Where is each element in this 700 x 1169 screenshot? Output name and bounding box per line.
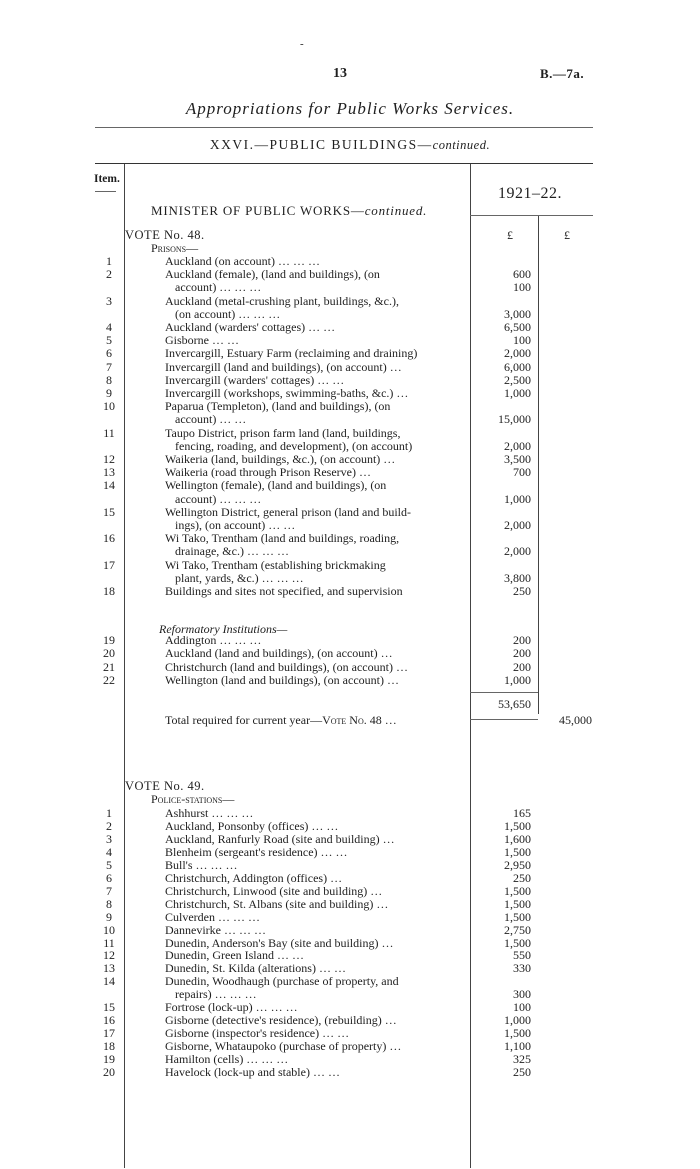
item-number: 20 [103,646,115,661]
item-amount: 2,500 [504,372,531,387]
vote-48-line-row [0,506,700,519]
item-description: Blenheim (sergeant's residence) … … [165,844,348,859]
total-label-text: Total required for current year— [165,713,323,727]
item-number: 19 [103,633,115,647]
vote-48-line-row [0,519,700,532]
item-number: 5 [106,333,112,348]
item-description: Hamilton (cells) … … … [165,1052,289,1067]
item-description: Auckland (warders' cottages) … … [165,320,336,334]
item-description: Wi Tako, Trentham (land and buildings, roading, [165,531,400,546]
vote-48-line-row [0,308,700,321]
item-description: plant, yards, &c.) … … … [175,570,304,585]
item-description: (on account) … … … [175,306,281,321]
item-description: Dunedin, Green Island … … [165,948,304,963]
item-number: 3 [106,293,112,308]
vote-48-line-row [0,559,700,572]
section-title: XXVI.—PUBLIC BUILDINGS— [209,137,433,152]
item-description: Dannevirke … … … [165,922,266,937]
item-amount: 3,000 [504,306,531,321]
item-amount: 550 [513,948,531,963]
item-number: 22 [103,672,115,687]
item-description: Fortrose (lock-up) … … … [165,1000,298,1015]
item-amount: 6,500 [504,320,531,334]
item-number: 17 [103,557,115,572]
item-amount: 700 [513,465,531,480]
item-description: repairs) … … … [175,987,257,1002]
item-amount: 1,600 [504,831,531,846]
item-header-underline [95,191,116,192]
item-number: 4 [106,844,112,859]
vote-48-line-row [0,493,700,506]
item-amount: 1,500 [504,818,531,833]
item-number: 15 [103,1000,115,1015]
vote-48-line-row [0,295,700,308]
vote-48-line-row [0,361,700,374]
vote-49-line-row [0,833,700,846]
vote-49-line-row [0,1066,700,1079]
item-description: Dunedin, St. Kilda (alterations) … … [165,961,346,976]
item-description: Bull's … … … [165,857,238,872]
item-description: Waikeria (land, buildings, &c.), (on account) … [165,452,396,466]
item-number: 8 [106,896,112,911]
vote-48-line-row [0,440,700,453]
year-column-header: 1921–22. [498,185,562,202]
item-description: Wellington (female), (land and buildings), (on [165,478,387,493]
vote-48-total-rule [470,719,538,720]
item-description: Auckland, Ponsonby (offices) … … [165,818,339,833]
vote-48-reformatory-line-row [0,661,700,674]
item-amount: 1,500 [504,883,531,898]
item-number: 2 [106,818,112,833]
item-number: 6 [106,870,112,885]
vote-49-line-row [0,820,700,833]
vote-48-title: VOTE No. 48. [125,228,205,242]
item-amount: 2,000 [504,544,531,559]
vote-48-subtotal: 53,650 [498,697,531,711]
item-description: Christchurch, St. Albans (site and building) … [165,896,389,911]
item-number: 9 [106,909,112,924]
item-number: 14 [103,974,115,989]
item-amount: 1,000 [504,1013,531,1028]
item-number: 1 [106,806,112,820]
item-description: Gisborne (detective's residence), (rebuilding) … [165,1013,397,1028]
item-number: 13 [103,961,115,976]
item-number: 5 [106,857,112,872]
top-mark: - [300,38,304,50]
vote-48-currency-total: £ [564,228,570,242]
item-number: 1 [106,254,112,268]
vote-48-line-row [0,347,700,360]
item-amount: 250 [513,584,531,598]
vote-48-line-row [0,585,700,598]
item-amount: 15,000 [498,412,531,427]
vote-48-currency-amount: £ [507,228,513,242]
item-amount: 300 [513,987,531,1002]
item-number: 12 [103,452,115,466]
item-number: 7 [106,883,112,898]
vote-49-line-row [0,872,700,885]
item-amount: 2,950 [504,857,531,872]
vote-48-line-row [0,413,700,426]
item-amount: 200 [513,633,531,647]
item-description: Addington … … … [165,633,262,647]
page-title: Appropriations for Public Works Services. [185,99,515,118]
vote-48-line-row [0,255,700,268]
item-number: 6 [106,346,112,361]
item-number: 20 [103,1065,115,1079]
vote-48-total: 45,000 [559,713,592,727]
item-description: account) … … [175,412,247,427]
item-description: Paparua (Templeton), (land and buildings), (on [165,399,391,414]
item-amount: 1,500 [504,896,531,911]
item-number: 15 [103,504,115,519]
vote-48-line-row [0,374,700,387]
item-description: Buildings and sites not specified, and supervision [165,584,403,598]
item-description: Gisborne (inspector's residence) … … [165,1026,350,1041]
vote-48-line-row [0,427,700,440]
item-description: Culverden … … … [165,909,260,924]
item-amount: 200 [513,659,531,674]
page-number: 13 [333,66,347,81]
item-description: account) … … … [175,280,262,295]
item-amount: 2,000 [504,346,531,361]
item-amount: 2,000 [504,518,531,532]
vote-49-line-row [0,846,700,859]
item-description: Dunedin, Woodhaugh (purchase of property, and [165,974,399,989]
item-description: Invercargill, Estuary Farm (reclaiming and draining) [165,346,418,361]
vote-48-line-row [0,334,700,347]
item-number: 3 [106,831,112,846]
section-continued: continued. [432,138,491,152]
item-amount: 1,000 [504,491,531,506]
vote-48-category: Prisons— [151,241,199,255]
item-number: 8 [106,372,112,387]
item-amount: 3,500 [504,452,531,466]
item-description: Invercargill (workshops, swimming-baths, &c.) … [165,386,409,400]
title-rule [95,127,593,128]
item-number: 7 [106,359,112,374]
vote-48-line-row [0,453,700,466]
item-description: Dunedin, Anderson's Bay (site and building) … [165,935,394,950]
item-amount: 6,000 [504,359,531,374]
vote-48-line-row [0,572,700,585]
item-description: Christchurch (land and buildings), (on account) … [165,659,408,674]
document-reference: B.—7a. [540,66,585,81]
vote-49-title: VOTE No. 49. [125,779,205,793]
item-amount: 330 [513,961,531,976]
item-number: 21 [103,659,115,674]
item-amount: 1,500 [504,909,531,924]
vote-48-line-row [0,387,700,400]
vote-48-line-row [0,545,700,558]
minister-heading [151,203,427,219]
item-number: 18 [103,584,115,598]
item-description: Gisborne … … [165,333,239,348]
item-amount: 1,000 [504,672,531,687]
item-number: 12 [103,948,115,963]
vote-49-line-row [0,898,700,911]
item-number: 10 [103,399,115,414]
vote-48-subcategory: Reformatory Institutions— [159,622,288,636]
item-number: 11 [103,935,115,950]
vote-49-line-row [0,885,700,898]
vote-48-line-row [0,532,700,545]
item-number: 10 [103,922,115,937]
section-heading [0,137,700,153]
vote-48-total-label [165,713,397,728]
item-description: drainage, &c.) … … … [175,544,289,559]
item-amount: 1,100 [504,1039,531,1054]
item-amount: 1,500 [504,844,531,859]
item-number: 16 [103,1013,115,1028]
item-amount: 1,500 [504,1026,531,1041]
item-number: 13 [103,465,115,480]
item-number: 2 [106,267,112,282]
item-amount: 2,750 [504,922,531,937]
vote-49-line-row [0,807,700,820]
table-top-rule [95,163,593,164]
item-number: 16 [103,531,115,546]
item-description: Gisborne, Whataupoko (purchase of property) … [165,1039,402,1054]
vote-48-reformatory-line-row [0,674,700,687]
vote-48-line-row [0,466,700,479]
year-header-underline [470,215,593,216]
item-description: Auckland (on account) … … … [165,254,320,268]
item-number: 18 [103,1039,115,1054]
vote-49-line-row [0,859,700,872]
vote-48-reformatory-line-row [0,634,700,647]
item-description: Wellington District, general prison (land and build- [165,504,411,519]
item-description: Ashhurst … … … [165,806,254,820]
item-amount: 100 [513,1000,531,1015]
minister-continued: continued. [364,203,428,218]
item-description: Waikeria (road through Prison Reserve) … [165,465,371,480]
item-amount: 325 [513,1052,531,1067]
item-amount: 3,800 [504,570,531,585]
item-description: Christchurch, Linwood (site and building) … [165,883,383,898]
item-description: Havelock (lock-up and stable) … … [165,1065,340,1079]
item-description: Invercargill (land and buildings), (on account) … [165,359,402,374]
item-amount: 100 [513,280,531,295]
item-number: 9 [106,386,112,400]
item-amount: 100 [513,333,531,348]
item-description: ings), (on account) … … [175,518,296,532]
item-amount: 250 [513,1065,531,1079]
vote-48-line-row [0,321,700,334]
item-description: fencing, roading, and development), (on account) [175,438,413,453]
vote-48-line-row [0,400,700,413]
item-description: Wellington (land and buildings), (on account) … [165,672,399,687]
item-number: 17 [103,1026,115,1041]
item-description: Auckland, Ranfurly Road (site and building) … [165,831,395,846]
item-number: 19 [103,1052,115,1067]
item-amount: 2,000 [504,438,531,453]
item-amount: 250 [513,870,531,885]
item-amount: 165 [513,806,531,820]
item-amount: 1,500 [504,935,531,950]
item-description: Taupo District, prison farm land (land, buildings, [165,425,401,440]
item-description: Wi Tako, Trentham (establishing brickmaking [165,557,386,572]
item-number: 4 [106,320,112,334]
item-number: 14 [103,478,115,493]
item-amount: 600 [513,267,531,282]
item-amount: 200 [513,646,531,661]
item-description: Christchurch, Addington (offices) … [165,870,343,885]
vote-48-line-row [0,281,700,294]
vote-48-reformatory-line-row [0,647,700,660]
item-description: Auckland (land and buildings), (on account) … [165,646,393,661]
total-vote-text: Vote No. 48 … [322,713,397,727]
vote-48-subtotal-rule [470,692,538,693]
vote-48-line-row [0,268,700,281]
item-number: 11 [103,425,115,440]
vote-49-line-row [0,924,700,937]
item-description: Invercargill (warders' cottages) … … [165,372,345,387]
item-description: Auckland (metal-crushing plant, buildings, &c.), [165,293,399,308]
item-description: Auckland (female), (land and buildings), (on [165,267,380,282]
minister-title: MINISTER OF PUBLIC WORKS— [151,203,365,218]
vote-49-line-row [0,975,700,988]
vote-48-line-row [0,479,700,492]
vote-49-line-row [0,911,700,924]
vote-49-category: Police-stations— [151,792,235,806]
item-amount: 1,000 [504,386,531,400]
item-description: account) … … … [175,491,262,506]
item-column-header: Item. [94,173,120,185]
